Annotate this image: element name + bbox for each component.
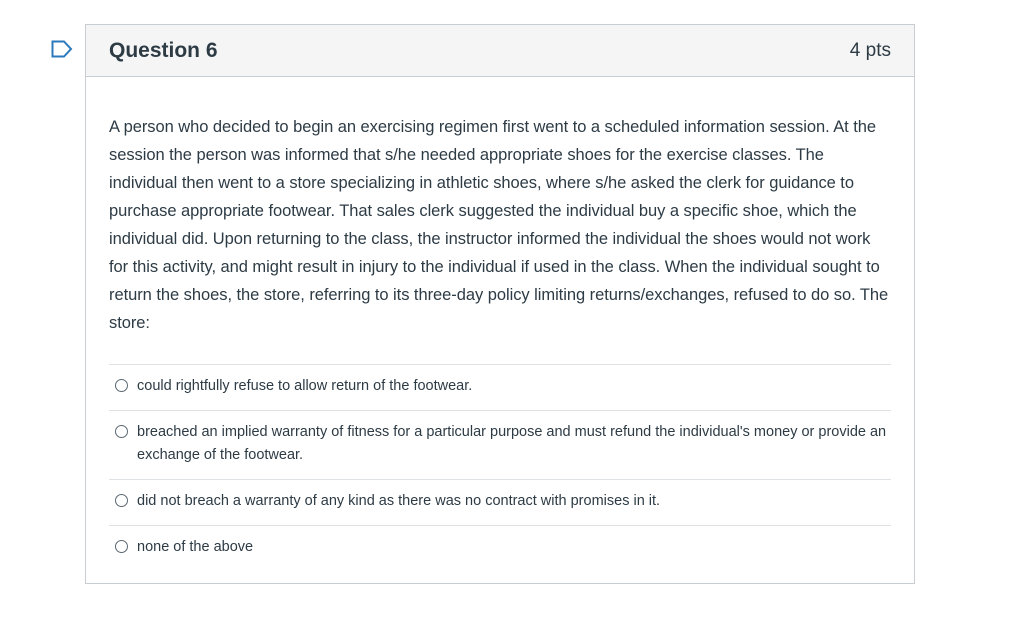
radio-icon[interactable]: [115, 379, 128, 392]
radio-icon[interactable]: [115, 425, 128, 438]
question-points: 4 pts: [849, 39, 891, 61]
answer-option[interactable]: [109, 526, 891, 571]
question-card: [85, 24, 915, 584]
question-title: Question 6: [109, 38, 218, 62]
answer-list: [109, 364, 891, 571]
answer-label: none of the above: [137, 539, 254, 555]
answer-option[interactable]: [109, 365, 891, 411]
flag-question-icon[interactable]: [51, 40, 73, 58]
question-body: [86, 77, 914, 571]
question-header: [86, 25, 914, 77]
answer-label: could rightfully refuse to allow return of the footwear.: [137, 378, 473, 394]
answer-label: did not breach a warranty of any kind as there was no contract with promises in it.: [137, 493, 661, 509]
radio-icon[interactable]: [115, 540, 128, 553]
answer-label: breached an implied warranty of fitness for a particular purpose and must refund the individual's money or provide an exchange of the footwear.: [137, 424, 887, 463]
question-text: A person who decided to begin an exercising regimen first went to a scheduled information session. At the session the person was informed that s/he needed appropriate shoes for the exercise classes. The individual then went to a store specializing in athletic shoes, where s/he asked the clerk for guidance to purchase appropriate footwear. That sales clerk suggested the individual buy a specific shoe, which the individual did. Upon returning to the class, the instructor informed the individual the shoes would not work for this activity, and might result in injury to the individual if used in the class. When the individual sought to return the shoes, the store, referring to its three-day policy limiting returns/exchanges, refused to do so. The store:: [109, 118, 889, 332]
radio-icon[interactable]: [115, 494, 128, 507]
answer-option[interactable]: [109, 411, 891, 480]
answer-option[interactable]: [109, 480, 891, 526]
